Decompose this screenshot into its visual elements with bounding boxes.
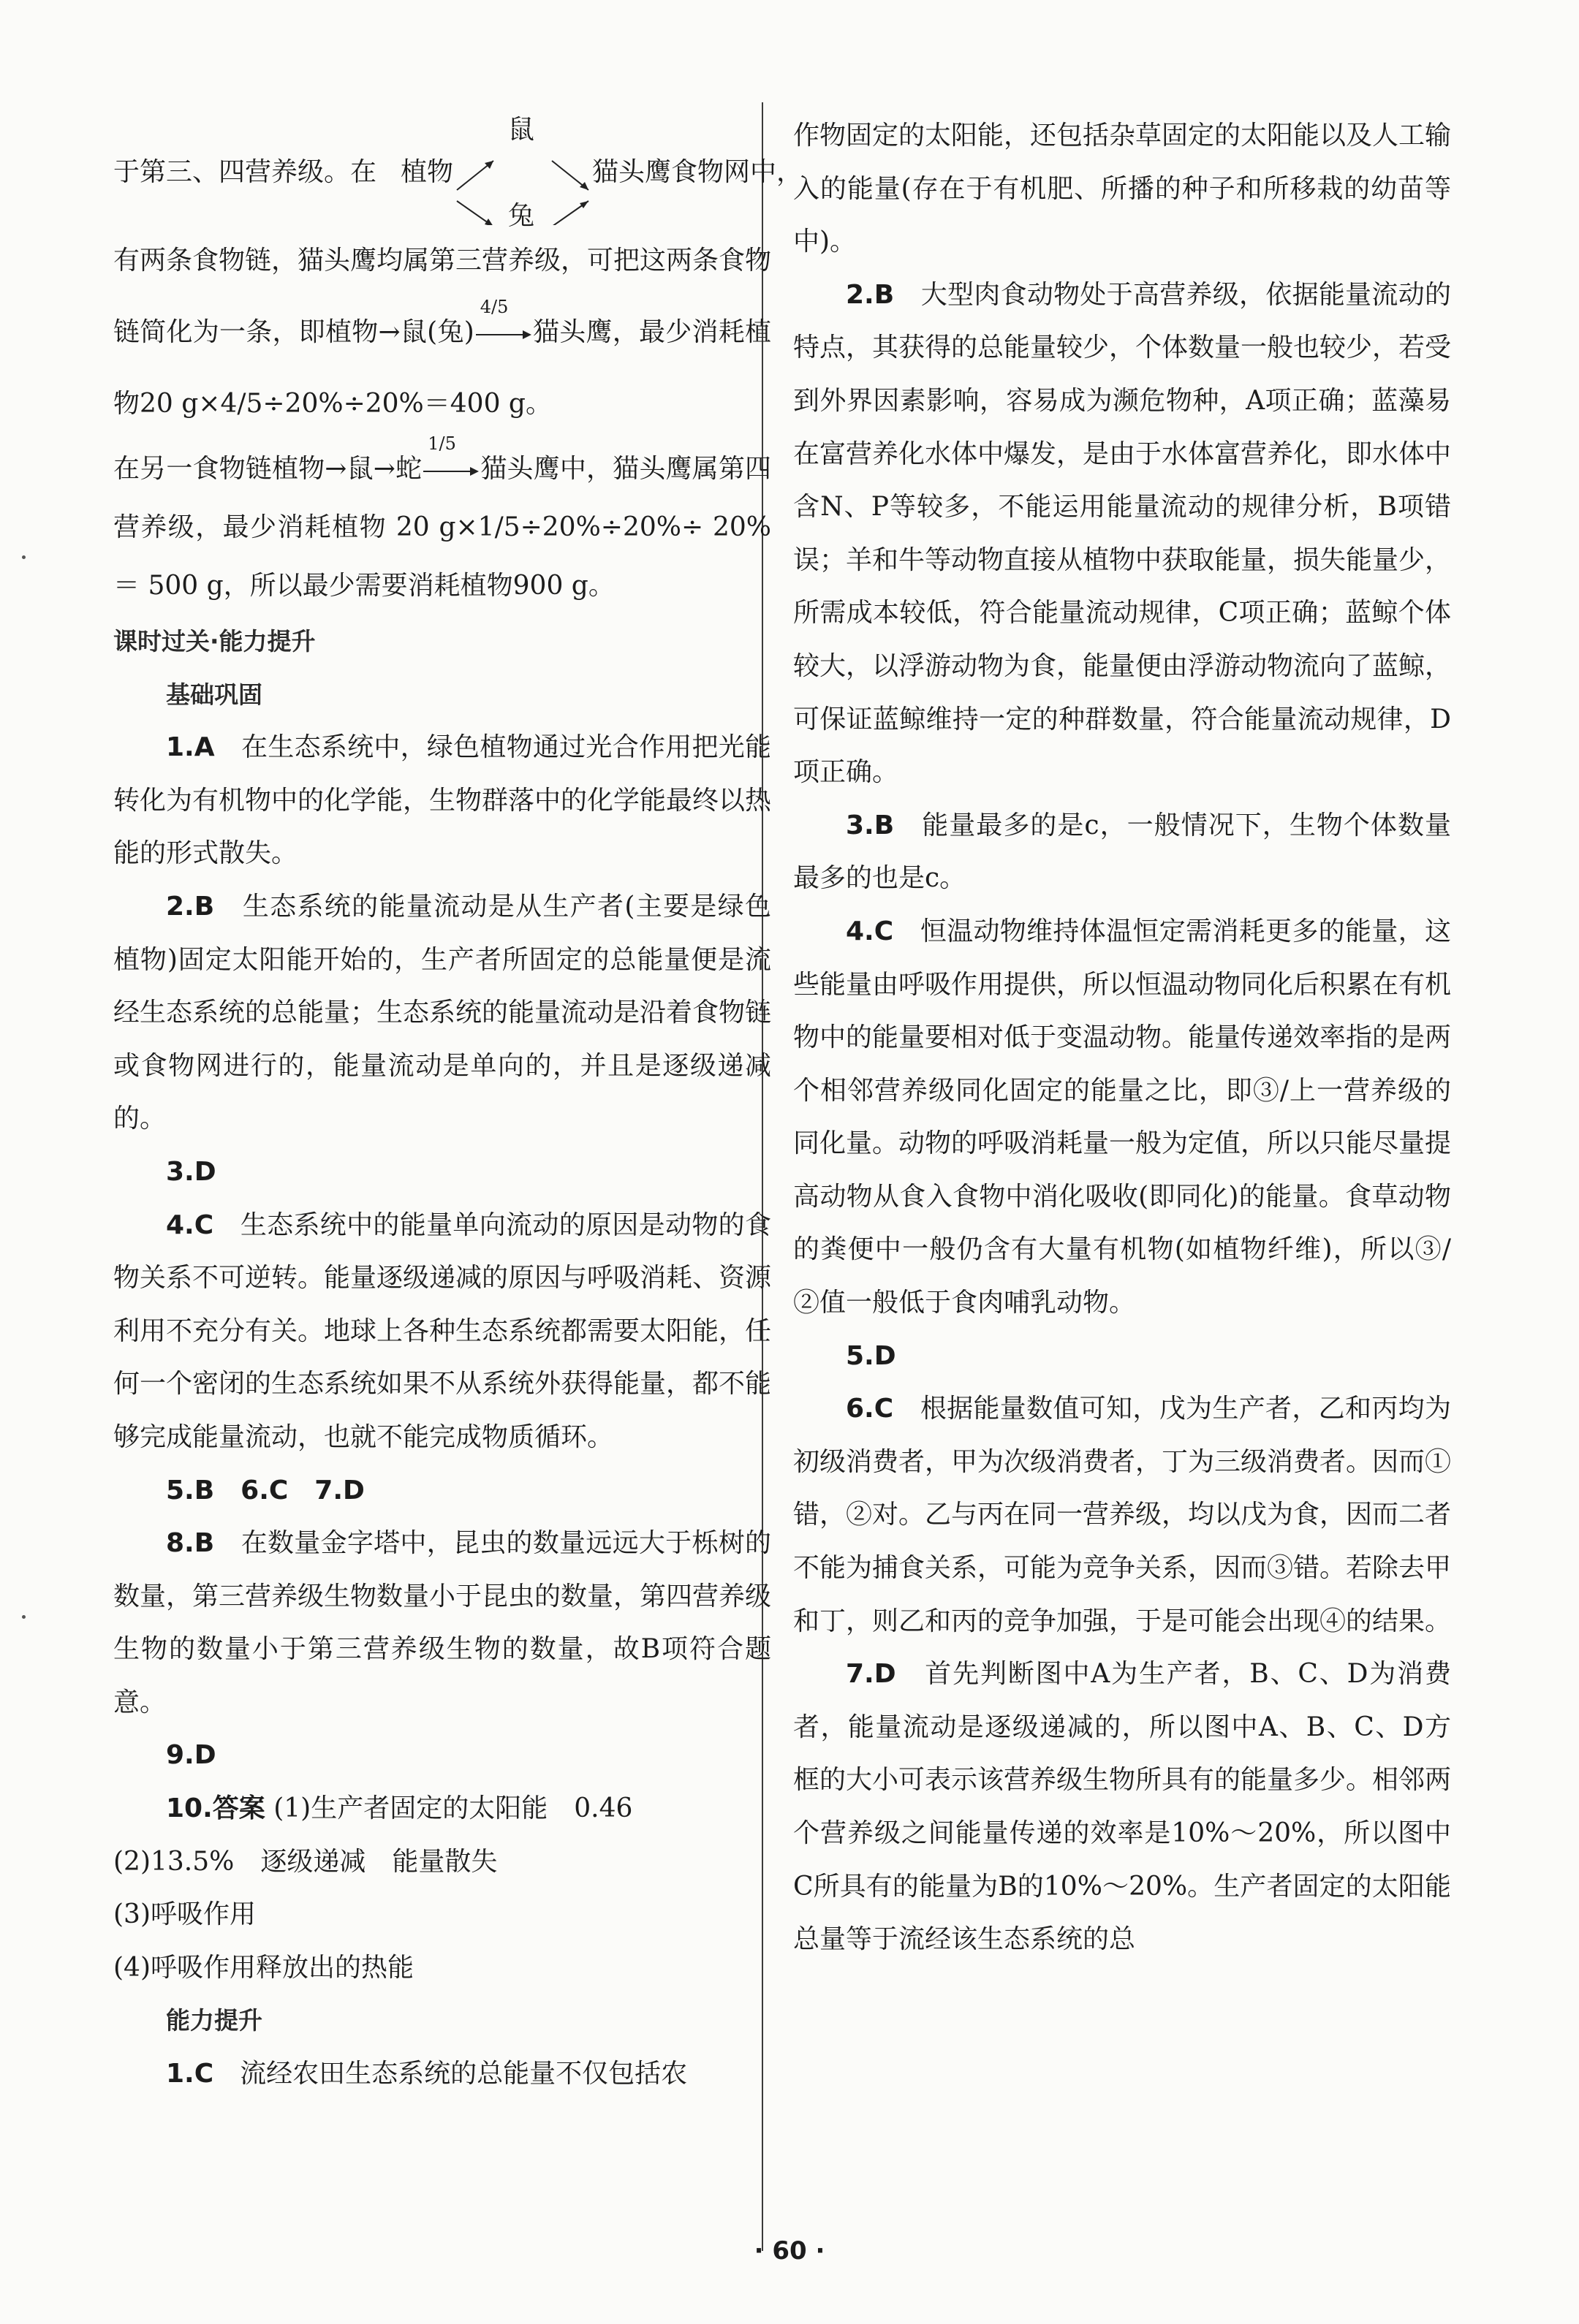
chain-summary-text: 有两条食物链，猫头鹰均属第三营养级，可把这两条食物链简化为一条，即植物→鼠(兔) (113, 246, 772, 347)
section-title: 课时过关·能力提升 (113, 627, 316, 656)
subsection-basic: 基础巩固 (166, 680, 262, 709)
web-node-rabbit: 兔 (508, 201, 535, 231)
fraction-arrow-1-5 (422, 433, 480, 482)
answer-item (113, 1146, 771, 1199)
page-number: · 60 · (754, 2236, 825, 2266)
answer-item (113, 1729, 771, 1782)
answer-explanation: 流经农田生态系统的总能量不仅包括农 (240, 2059, 688, 2089)
margin-dot (22, 1615, 26, 1619)
answer-item (793, 800, 1451, 905)
answer-item (793, 905, 1451, 1330)
answer-item (113, 881, 771, 1146)
answer-item (793, 1383, 1451, 1648)
answer-number: 2.B (166, 891, 215, 922)
right-column (793, 110, 1451, 1967)
web-node-plant: 植物 (401, 157, 454, 187)
answer-item-group: 5.B 6.C 7.D (166, 1475, 365, 1505)
answer-explanation: 恒温动物维持体温恒定需消耗更多的能量，这些能量由呼吸作用提供，所以恒温动物同化后积累在有机物中的能量要相对低于变温动物。能量传递效率指的是两个相邻营养级同化固定的能量之比，即③/上一营养级的同化量。动物的呼吸消耗量一般为定值，所以只能尽量提高动物从食入食物中消化吸收(即同化)的能量。食草动物的粪便中一般仍含有大量有机物(如植物纤维)，所以③/②值一般低于食肉哺乳动物。 (793, 916, 1452, 1318)
answer-item (113, 721, 771, 881)
fraction-arrow-4-5 (474, 297, 533, 345)
answer-explanation: 首先判断图中A为生产者，B、C、D为消费者，能量流动是逐级递减的，所以图中A、B、C、D方框的大小可表示该营养级生物所具有的能量多少。相邻两个营养级之间能量传递的效率是10%～20%，所以图中C所具有的能量为B的10%～20%。生产者固定的太阳能总量等于流经该生态系统的总 (793, 1659, 1452, 1955)
answer-part: (1)生产者固定的太阳能 0.46 (273, 1793, 633, 1824)
left-column (113, 110, 803, 2101)
answer-item (113, 1517, 771, 1729)
answer-explanation: 在生态系统中，绿色植物通过光合作用把光能转化为有机物中的化学能，生物群落中的化学能最终以热能的形式散失。 (113, 732, 772, 869)
chain-summary-paragraph (113, 225, 771, 440)
answer-number: 9.D (166, 1740, 216, 1771)
answer-number: 3.B (846, 810, 895, 840)
answer-number: 1.A (166, 732, 215, 763)
web-node-mouse: 鼠 (508, 115, 535, 145)
answer-number: 1.C (166, 2059, 214, 2089)
answer-number: 2.B (846, 279, 895, 310)
food-web-line (113, 110, 803, 231)
chain-two-paragraph (113, 433, 771, 615)
answer-explanation: 大型肉食动物处于高营养级，依据能量流动的特点，其获得的总能量较少，个体数量一般也较少，若受到外界因素影响，容易成为濒危物种，A项正确；蓝藻易在富营养化水体中爆发，是由于水体富营养化，即水体中含N、P等较多，不能运用能量流动的规律分析，B项错误；羊和牛等动物直接从植物中获取能量，损失能量少，所需成本较低，符合能量流动规律，C项正确；蓝鲸个体较大，以浮游动物为食，能量便由浮游动物流向了蓝鲸，可保证蓝鲸维持一定的种群数量，符合能量流动规律，D项正确。 (793, 279, 1452, 788)
answer-explanation: 能量最多的是c，一般情况下，生物个体数量最多的也是c。 (793, 810, 1451, 894)
chain-summary-text-2: 猫头鹰，最少消耗植物20 g×4/5÷20%÷20%＝400 g。 (113, 317, 771, 419)
answer-item (793, 269, 1451, 800)
answer-number: 6.C (846, 1394, 894, 1424)
answer-explanation: 根据能量数值可知，戊为生产者，乙和丙均为初级消费者，甲为次级消费者，丁为三级消费者。因而①错，②对。乙与丙在同一营养级，均以戊为食，因而二者不能为捕食关系，可能为竞争关系，因而③错。若除去甲和丁，则乙和丙的竞争加强，于是可能会出现④的结果。 (793, 1394, 1452, 1636)
web-suffix: 食物网中， (671, 157, 803, 187)
answer-item (113, 1782, 771, 1836)
answer-item (113, 2048, 771, 2101)
answer-explanation: 在数量金字塔中，昆虫的数量远远大于栎树的数量，第三营养级生物数量小于昆虫的数量，第四营养级生物的数量小于第三营养级生物的数量，故B项符合题意。 (113, 1528, 772, 1717)
subsection-ability: 能力提升 (166, 2006, 262, 2035)
answer-number: 4.C (166, 1210, 214, 1240)
web-prefix: 于第三、四营养级。在 (113, 157, 377, 187)
chain-two-text-a: 在另一食物链植物→鼠→蛇 (113, 454, 423, 484)
chain-two-text-b: 猫头鹰中，猫头鹰属第四营养级，最少消耗植物 20 g×1/5÷20%÷20%÷ 20% ＝ 500 g，所以最少需要消耗植物900 g。 (113, 454, 771, 601)
answer-part: (3)呼吸作用 (113, 1899, 256, 1930)
answer-item (793, 1648, 1451, 1967)
answer-number: 8.B (166, 1528, 215, 1559)
answer-explanation: 生态系统中的能量单向流动的原因是动物的食物关系不可逆转。能量逐级递减的原因与呼吸消耗、资源利用不充分有关。地球上各种生态系统都需要太阳能，任何一个密闭的生态系统如果不从系统外获得能量，都不能够完成能量流动，也就不能完成物质循环。 (113, 1210, 772, 1452)
fraction-label: 4/5 (480, 297, 509, 317)
answer-number: 4.C (846, 916, 894, 946)
answer-number: 3.D (166, 1156, 216, 1187)
answer-explanation: 生态系统的能量流动是从生产者(主要是绿色植物)固定太阳能开始的，生产者所固定的总能量便是流经生态系统的总能量；生态系统的能量流动是沿着食物链或食物网进行的，能量流动是单向的，并且是逐级递减的。 (113, 891, 772, 1134)
answer-part: (4)呼吸作用释放出的热能 (113, 1952, 414, 1983)
answer-part: (2)13.5% 逐级递减 能量散失 (113, 1846, 498, 1877)
answer-number: 7.D (846, 1659, 896, 1690)
answer-item (793, 1330, 1451, 1383)
margin-dot (22, 555, 26, 559)
answer-continuation: 作物固定的太阳能，还包括杂草固定的太阳能以及人工输入的能量(存在于有机肥、所播的种子和所移栽的幼苗等中)。 (793, 121, 1452, 257)
answer-number: 5.D (846, 1340, 896, 1371)
web-node-owl: 猫头鹰 (592, 157, 672, 187)
answer-number: 10.答案 (166, 1793, 265, 1824)
fraction-label: 1/5 (428, 433, 456, 454)
answer-item (113, 1199, 771, 1465)
